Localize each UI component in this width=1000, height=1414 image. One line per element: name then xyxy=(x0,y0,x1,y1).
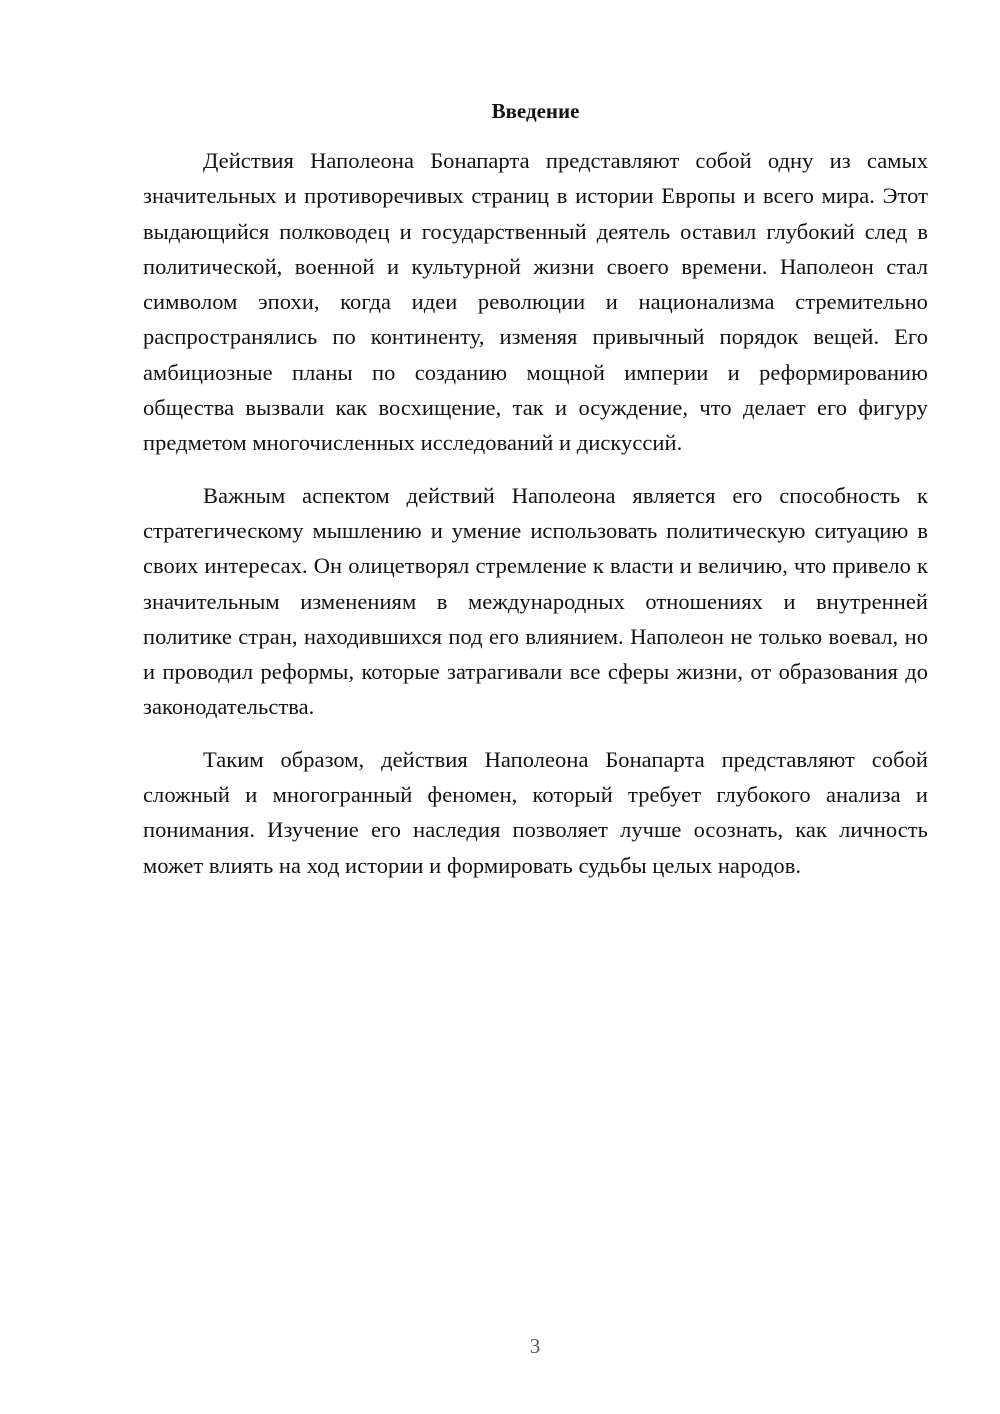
page-number: 3 xyxy=(529,1334,541,1358)
paragraph-1: Действия Наполеона Бонапарта представляют собой одну из самых значительных и противоречивых страниц в истории Европы и всего мира. Этот выдающийся полководец и государственный деятель оставил глубокий след в политической, военной и культурной жизни своего времени. Наполеон стал символом эпохи, когда идеи революции и национализма стремительно распространялись по континенту, изменяя привычный порядок вещей. Его амбициозные планы по созданию мощной империи и реформированию общества вызвали как восхищение, так и осуждение, что делает его фигуру предметом многочисленных исследований и дискуссий. xyxy=(143,148,928,456)
paragraph-3: Таким образом, действия Наполеона Бонапарта представляют собой сложный и многогранный феномен, который требует глубокого анализа и понимания. Изучение его наследия позволяет лучше осознать, как личность может влиять на ход истории и формировать судьбы целых народов. xyxy=(143,746,928,878)
section-heading: Введение xyxy=(491,99,580,123)
body-text xyxy=(143,143,928,900)
paragraph-2: Важным аспектом действий Наполеона является его способность к стратегическому мышлению и умение использовать политическую ситуацию в своих интересах. Он олицетворял стремление к власти и величию, что привело к значительным изменениям в международных отношениях и внутренней политике стран, находившихся под его влиянием. Наполеон не только воевал, но и проводил реформы, которые затрагивали все сферы жизни, от образования до законодательства. xyxy=(143,482,928,720)
